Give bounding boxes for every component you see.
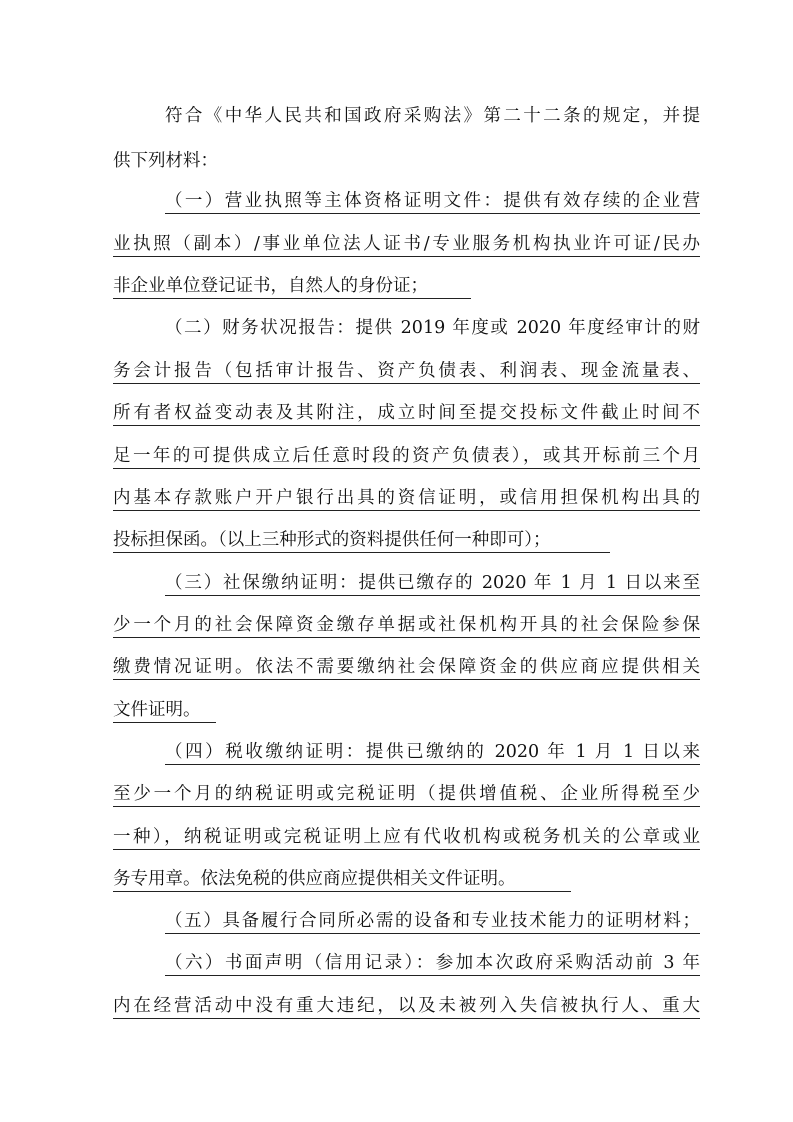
text-line: 内基本存款账户开户银行出具的资信证明，或信用担保机构出具的 xyxy=(113,486,700,511)
text-line: 少一个月的社会保障资金缴存单据或社保机构开具的社会保险参保 xyxy=(113,613,700,638)
text-line: 业执照（副本）/事业单位法人证书/专业服务机构执业许可证/民办 xyxy=(113,232,700,257)
text-line: （四）税收缴纳证明：提供已缴纳的 2020 年 1 月 1 日以来 xyxy=(165,740,700,765)
text-line: 一种），纳税证明或完税证明上应有代收机构或税务机关的公章或业 xyxy=(113,825,700,850)
text-line: 投标担保函。（以上三种形式的资料提供任何一种即可）； xyxy=(113,528,610,553)
text-line: 足一年的可提供成立后任意时段的资产负债表），或其开标前三个月 xyxy=(113,444,700,469)
text-line: 缴费情况证明。依法不需要缴纳社会保障资金的供应商应提供相关 xyxy=(113,655,700,680)
text-line: （三）社保缴纳证明：提供已缴存的 2020 年 1 月 1 日以来至 xyxy=(165,571,700,596)
text-line: 务专用章。依法免税的供应商应提供相关文件证明。 xyxy=(113,867,571,892)
text-line: 文件证明。 xyxy=(113,698,216,723)
text-line: （五）具备履行合同所必需的设备和专业技术能力的证明材料； xyxy=(165,909,700,934)
text-line: 至少一个月的纳税证明或完税证明（提供增值税、企业所得税至少 xyxy=(113,782,700,807)
text-line: （一）营业执照等主体资格证明文件：提供有效存续的企业营 xyxy=(165,189,700,214)
text-line: 符合《中华人民共和国政府采购法》第二十二条的规定，并提 xyxy=(165,106,700,126)
text-line: 非企业单位登记证书，自然人的身份证； xyxy=(113,274,471,299)
text-line: （二）财务状况报告：提供 2019 年度或 2020 年度经审计的财 xyxy=(165,318,700,338)
text-line: 内在经营活动中没有重大违纪，以及未被列入失信被执行人、重大 xyxy=(113,994,700,1019)
text-line: 供下列材料： xyxy=(113,151,218,171)
text-line: 务会计报告（包括审计报告、资产负债表、利润表、现金流量表、 xyxy=(113,359,700,384)
text-line: 所有者权益变动表及其附注，成立时间至提交投标文件截止时间不 xyxy=(113,401,700,426)
text-line: （六）书面声明（信用记录）：参加本次政府采购活动前 3 年 xyxy=(165,951,700,976)
